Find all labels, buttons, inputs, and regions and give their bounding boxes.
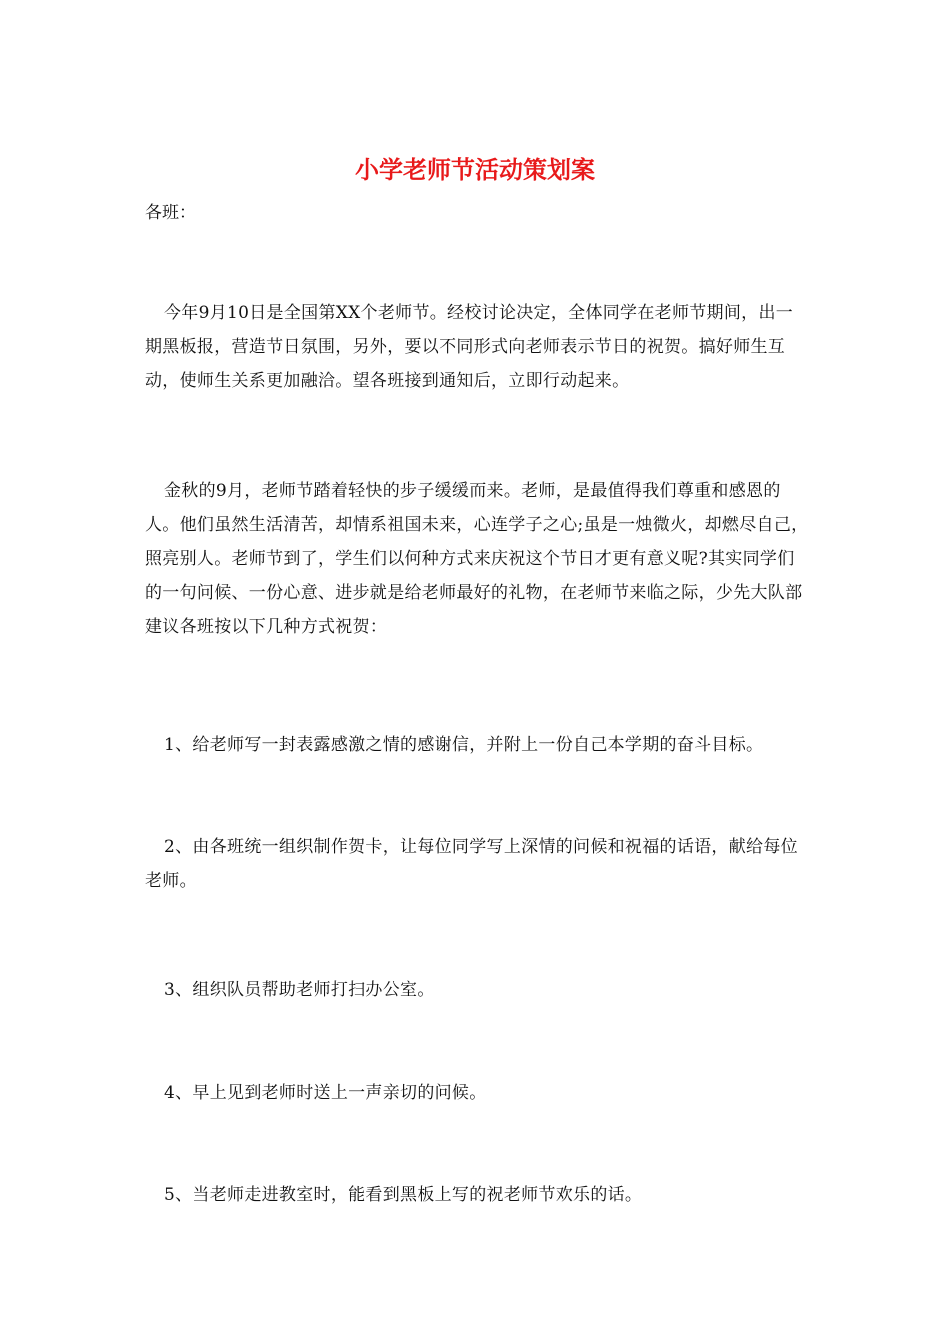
body-paragraph: 金秋的9月，老师节踏着轻快的步子缓缓而来。老师，是最值得我们尊重和感恩的人。他们虽然生活清苦，却情系祖国未来，心连学子之心;虽是一烛微火，却燃尽自己，照亮别人。老师节到了，学生们以何种方式来庆祝这个节日才更有意义呢?其实同学们的一句问候、一份心意、进步就是给老师最好的礼物，在老师节来临之际，少先大队部建议各班按以下几种方式祝贺： [145, 481, 809, 637]
list-item: 1、给老师写一封表露感激之情的感谢信，并附上一份自己本学期的奋斗目标。 [164, 735, 764, 755]
intro-paragraph: 今年9月10日是全国第XX个老师节。经校讨论决定，全体同学在老师节期间，出一期黑板报，营造节日氛围，另外，要以不同形式向老师表示节日的祝贺。搞好师生互动，使师生关系更加融洽。望各班接到通知后，立即行动起来。 [145, 303, 794, 391]
list-item: 3、组织队员帮助老师打扫办公室。 [164, 980, 435, 1000]
list-item: 4、早上见到老师时送上一声亲切的问候。 [164, 1083, 487, 1103]
salutation: 各班： [145, 203, 196, 223]
list-item: 5、当老师走进教室时，能看到黑板上写的祝老师节欢乐的话。 [164, 1185, 643, 1205]
document-title: 小学老师节活动策划案 [355, 155, 595, 184]
list-item: 2、由各班统一组织制作贺卡，让每位同学写上深情的问候和祝福的话语，献给每位老师。 [145, 837, 798, 891]
